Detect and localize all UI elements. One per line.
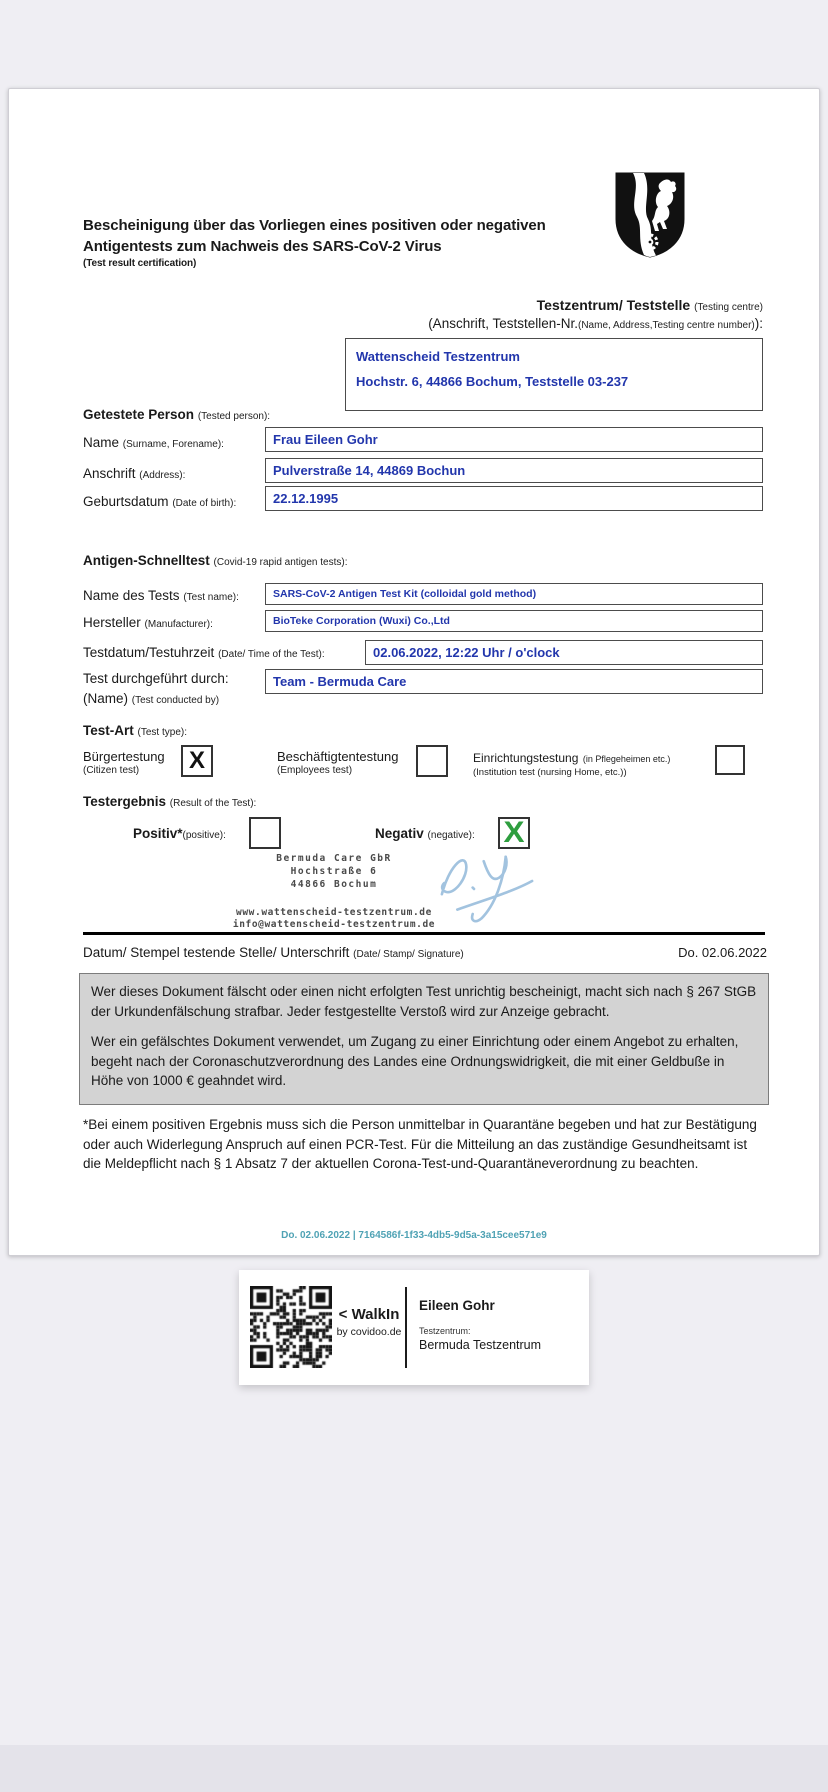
address-value: Pulverstraße 14, 44869 Bochun [273, 463, 466, 478]
test-date-label-sub: (Date/ Time of the Test): [218, 649, 325, 660]
test-date-field [365, 640, 763, 665]
card-person-name: Eileen Gohr [419, 1298, 495, 1313]
result-heading-sub: (Result of the Test): [169, 798, 257, 809]
bottom-bar [0, 1745, 828, 1792]
test-centre-address: Hochstr. 6, 44866 Bochum, Teststelle 03-237 [356, 374, 629, 389]
test-section-heading [83, 553, 348, 568]
test-name-label: Name des Tests [83, 588, 180, 603]
manufacturer-field [265, 610, 763, 632]
test-heading-sub: (Covid-19 rapid antigen tests): [213, 557, 348, 568]
test-name-field-label [83, 588, 239, 603]
test-centre-address-label [428, 316, 763, 331]
name-label: Name [83, 435, 120, 450]
positive-label [133, 826, 226, 841]
qr-code [250, 1286, 332, 1368]
stamp-line2: Hochstraße 6 [290, 866, 378, 877]
test-name-field [265, 583, 763, 605]
test-date-value: 02.06.2022, 12:22 Uhr / o'clock [373, 645, 560, 660]
institution-test-checkbox [715, 745, 745, 775]
test-type-heading-sub: (Test type): [137, 727, 187, 738]
test-name-label-sub: (Test name): [183, 592, 239, 603]
conducted-by-label2: (Name) [83, 691, 129, 706]
stamp-website: www.wattenscheid-testzentrum.de [236, 907, 432, 918]
name-value: Frau Eileen Gohr [273, 432, 378, 447]
address-label: Anschrift [83, 466, 136, 481]
citizen-test-checkmark: X [188, 747, 205, 774]
employees-test-checkbox [416, 745, 448, 777]
stamp-email: info@wattenscheid-testzentrum.de [232, 919, 436, 930]
citizen-test-label-sub: (Citizen test) [83, 765, 140, 776]
person-heading-sub: (Tested person): [197, 411, 271, 422]
date-stamp-signature-label [83, 945, 464, 960]
certificate-document [8, 88, 820, 1256]
walkin-byline: by covidoo.de [336, 1326, 402, 1338]
address-label-sub: (Name, Address,Testing centre number) [578, 320, 755, 331]
address-field-label [83, 466, 185, 481]
walkin-logo: < WalkIn [338, 1306, 400, 1323]
test-centre-heading-sub: (Testing centre) [694, 302, 763, 313]
dob-field-label [83, 494, 236, 509]
test-type-heading-label: Test-Art [83, 723, 134, 738]
warning-paragraph-2: Wer ein gefälschtes Dokument verwendet, um Zugang zu einer Einrichtung oder einem Angebot zu erhalten, begeht nach der Coronaschutzverordnung des Landes eine Ordnungswidrigkeit, die mit einer Geldbuße in Höhe von 1000 € geahndet wird. [91, 1034, 739, 1088]
negative-label-sub: (negative): [427, 830, 475, 841]
dob-value: 22.12.1995 [273, 491, 339, 506]
test-date-label: Testdatum/Testuhrzeit [83, 645, 215, 660]
citizen-test-label [83, 749, 165, 776]
name-field [265, 427, 763, 452]
dob-field [265, 486, 763, 511]
employees-test-label-main: Beschäftigtentestung [277, 749, 399, 764]
positive-label-main: Positiv* [133, 826, 183, 841]
institution-test-label [473, 749, 709, 778]
manufacturer-label-sub: (Manufacturer): [144, 619, 213, 630]
person-section-heading [83, 407, 270, 422]
stamp-line3: 44866 Bochum [290, 879, 378, 890]
card-person-block [419, 1298, 541, 1352]
person-heading-label: Getestete Person [83, 407, 195, 422]
test-centre-heading [537, 297, 763, 313]
card-testcentre-name: Bermuda Testzentrum [419, 1338, 542, 1352]
conducted-by-field [265, 669, 763, 694]
test-centre-heading-label: Testzentrum/ Teststelle [536, 297, 691, 313]
date-stamp-label-main: Datum/ Stempel testende Stelle/ Unterschrift [83, 945, 350, 960]
certificate-date: Do. 02.06.2022 [678, 945, 767, 960]
certificate-title [83, 215, 631, 270]
positive-checkbox [249, 817, 281, 849]
employees-test-label-sub: (Employees test) [277, 765, 353, 776]
conducted-by-field-label [83, 671, 229, 706]
stamp-line1: Bermuda Care GbR [276, 853, 392, 864]
test-type-heading [83, 723, 187, 738]
address-label-sub2: (Address): [139, 470, 186, 481]
citizen-test-checkbox [181, 745, 213, 777]
institution-test-label-sub: (Institution test (nursing Home, etc.)) [473, 767, 627, 778]
test-heading-label: Antigen-Schnelltest [83, 553, 210, 568]
test-centre-name: Wattenscheid Testzentrum [356, 349, 520, 364]
result-heading-label: Testergebnis [83, 794, 167, 809]
citizen-test-label-main: Bürgertestung [83, 749, 165, 764]
manufacturer-field-label [83, 615, 213, 630]
card-divider [405, 1287, 407, 1368]
date-stamp-label-sub: (Date/ Stamp/ Signature) [353, 949, 464, 960]
negative-label-main: Negativ [375, 826, 424, 841]
negative-checkmark: X [503, 816, 525, 849]
conducted-by-label: Test durchgeführt durch: [83, 671, 229, 686]
address-label-close: ): [754, 316, 763, 331]
test-name-value: SARS-CoV-2 Antigen Test Kit (colloidal gold method) [273, 588, 537, 600]
walkin-brand-block [333, 1306, 405, 1338]
result-heading [83, 794, 256, 809]
walkin-qr-card [239, 1270, 589, 1385]
warning-paragraph-1: Wer dieses Dokument fälscht oder einen nicht erfolgten Test unrichtig bescheinigt, macht sich nach § 267 StGB der Urkundenfälschung strafbar. Jeder festgestellte Verstoß wird zur Anzeige gebracht. [91, 984, 757, 1019]
employees-test-label [277, 749, 398, 776]
conducted-by-value: Team - Bermuda Care [273, 674, 407, 689]
card-testcentre-label: Testzentrum: [419, 1326, 471, 1336]
positive-label-sub: (positive): [182, 830, 226, 841]
test-centre-box [345, 338, 763, 411]
separator-rule [83, 932, 765, 935]
address-field [265, 458, 763, 483]
title-subtitle: (Test result certification) [83, 258, 197, 269]
nrw-coat-of-arms-icon [614, 171, 686, 259]
conducted-by-label-sub: (Test conducted by) [131, 695, 220, 706]
handwritten-signature [424, 837, 539, 925]
name-label-sub: (Surname, Forename): [122, 439, 224, 450]
manufacturer-label: Hersteller [83, 615, 141, 630]
title-line2: Antigentests zum Nachweis des SARS-CoV-2 Virus [83, 238, 442, 255]
dob-label-sub: (Date of birth): [172, 498, 237, 509]
manufacturer-value: BioTeke Corporation (Wuxi) Co.,Ltd [273, 615, 450, 627]
title-line1: Bescheinigung über das Vorliegen eines positiven oder negativen [83, 217, 546, 234]
address-label-main: (Anschrift, Teststellen-Nr. [428, 316, 578, 331]
institution-test-label-inline-sub: (in Pflegeheimen etc.) [582, 754, 671, 764]
name-field-label [83, 435, 224, 450]
legal-warning-box [79, 973, 769, 1105]
dob-label: Geburtsdatum [83, 494, 169, 509]
institution-test-label-main: Einrichtungstestung [473, 751, 579, 765]
document-id-footer: Do. 02.06.2022 | 7164586f-1f33-4db5-9d5a-3a15cee571e9 [281, 1230, 547, 1241]
positive-result-note: *Bei einem positiven Ergebnis muss sich die Person unmittelbar in Quarantäne begeben und hat zur Bestätigung oder auch Widerlegung Anspruch auf einen PCR-Test. Für die Mitteilung an das zuständige Gesundheitsamt ist die Meldepflicht nach § 1 Absatz 7 der aktuellen Corona-Test-und-Quarantäneverordnung zu beachten. [83, 1117, 757, 1171]
test-date-field-label [83, 645, 325, 660]
